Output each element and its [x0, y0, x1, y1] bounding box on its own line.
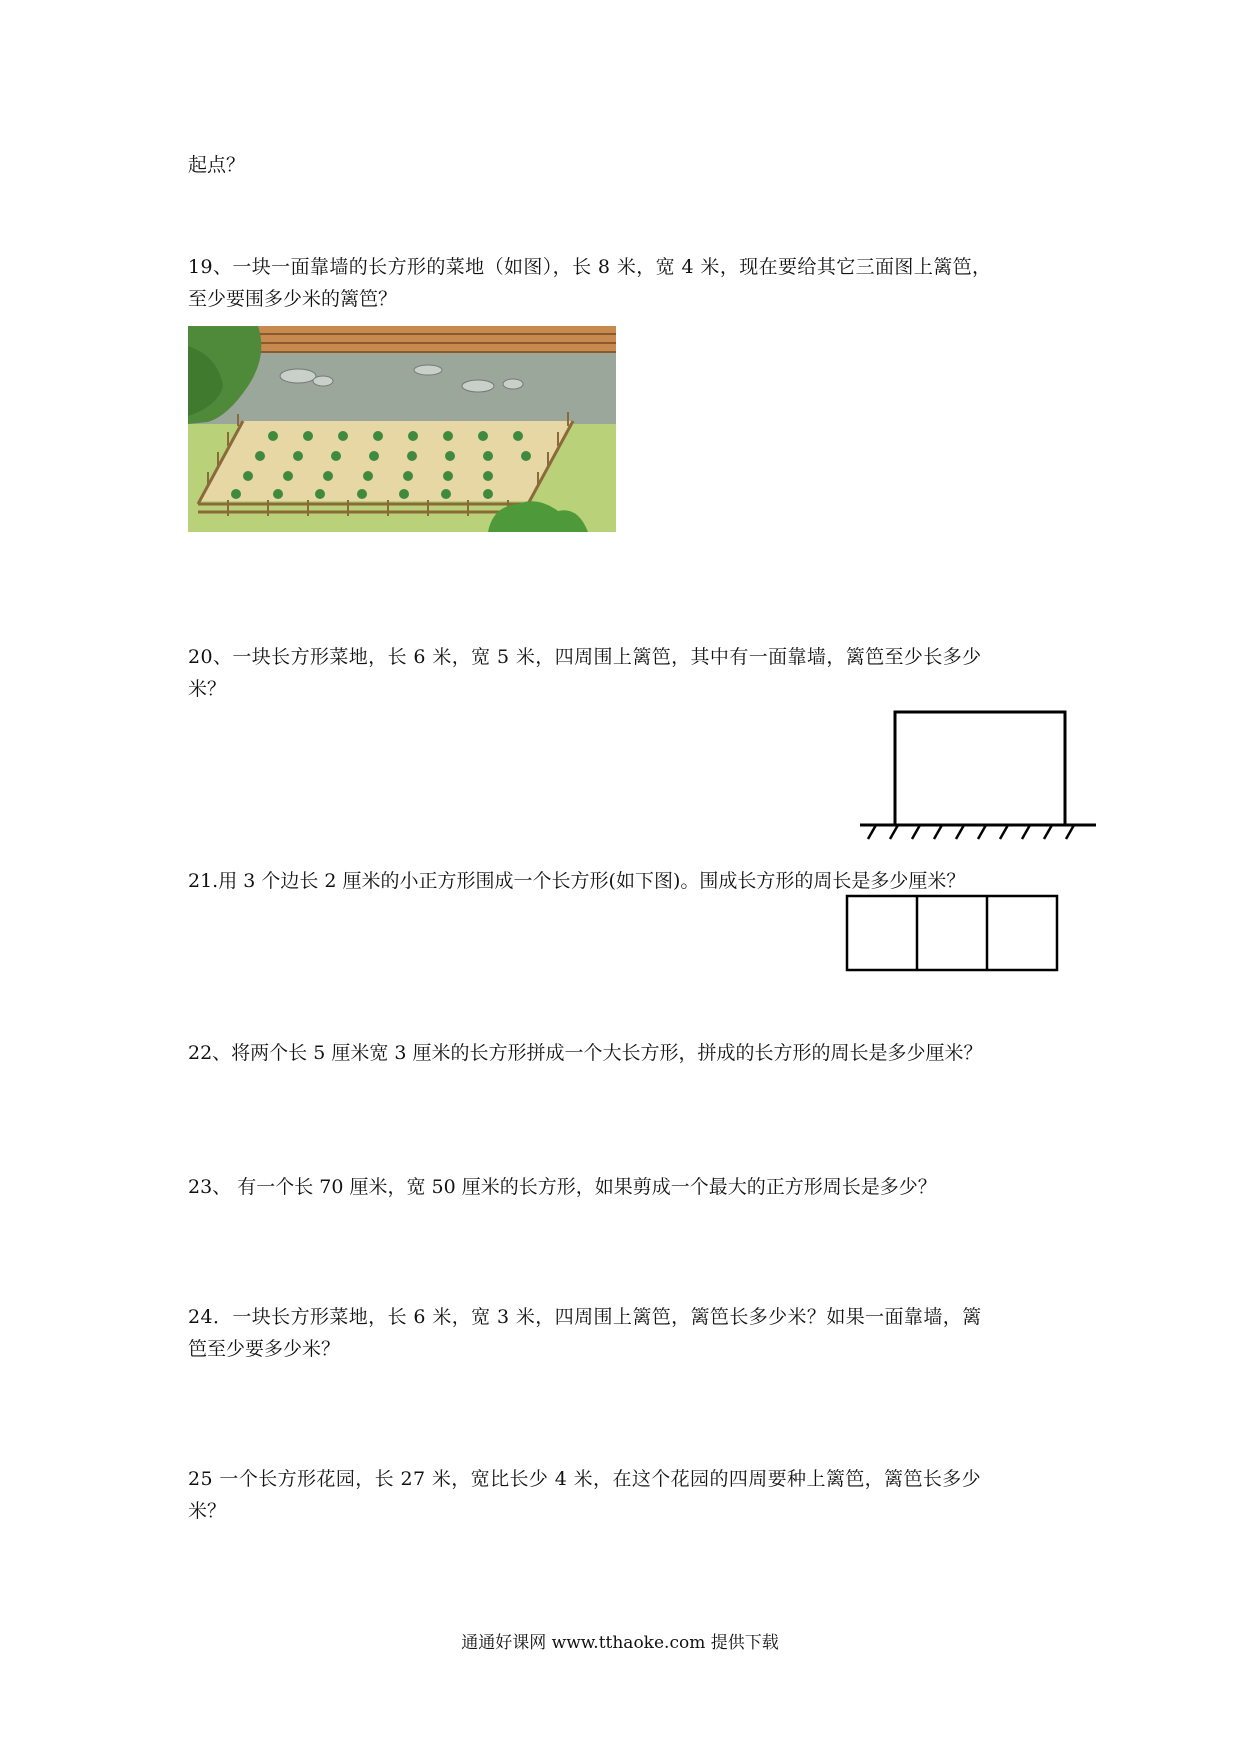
three-squares-diagram: [845, 894, 1060, 974]
question-22-line-1: 22、将两个长 5 厘米宽 3 厘米的长方形拼成一个大长方形，拼成的长方形的周长是多少厘米？: [188, 1042, 983, 1064]
question-20-line-2: 米？: [188, 678, 227, 700]
question-21-line-1: 21.用 3 个边长 2 厘米的小正方形围成一个长方形(如下图)。围成长方形的周长是多少厘米？: [188, 870, 966, 892]
question-19-line-1: 19、一块一面靠墙的长方形的菜地（如图），长 8 米，宽 4 米，现在要给其它三面图上篱笆，: [188, 256, 992, 278]
question-20-line-1: 20、一块长方形菜地，长 6 米，宽 5 米，四周围上篱笆，其中有一面靠墙，篱笆至少长多少: [188, 646, 982, 668]
question-25-line-2: 米？: [188, 1500, 227, 1522]
vegetable-garden-illustration: [188, 326, 616, 532]
question-24-line-2: 笆至少要多少米？: [188, 1338, 341, 1360]
question-24-line-1: 24．一块长方形菜地，长 6 米，宽 3 米，四周围上篱笆，篱笆长多少米？如果一面靠墙，篱: [188, 1306, 982, 1328]
page-text-intro: 起点？: [188, 154, 246, 176]
page-footer: 通通好课网 www.tthaoke.com 提供下载: [461, 1633, 779, 1653]
rectangle-against-wall-diagram: [850, 710, 1100, 840]
question-23-line-1: 23、 有一个长 70 厘米，宽 50 厘米的长方形，如果剪成一个最大的正方形周长是多少？: [188, 1176, 937, 1198]
question-25-line-1: 25 一个长方形花园，长 27 米，宽比长少 4 米，在这个花园的四周要种上篱笆，篱笆长多少: [188, 1468, 982, 1490]
question-19-line-2: 至少要围多少米的篱笆？: [188, 288, 398, 310]
